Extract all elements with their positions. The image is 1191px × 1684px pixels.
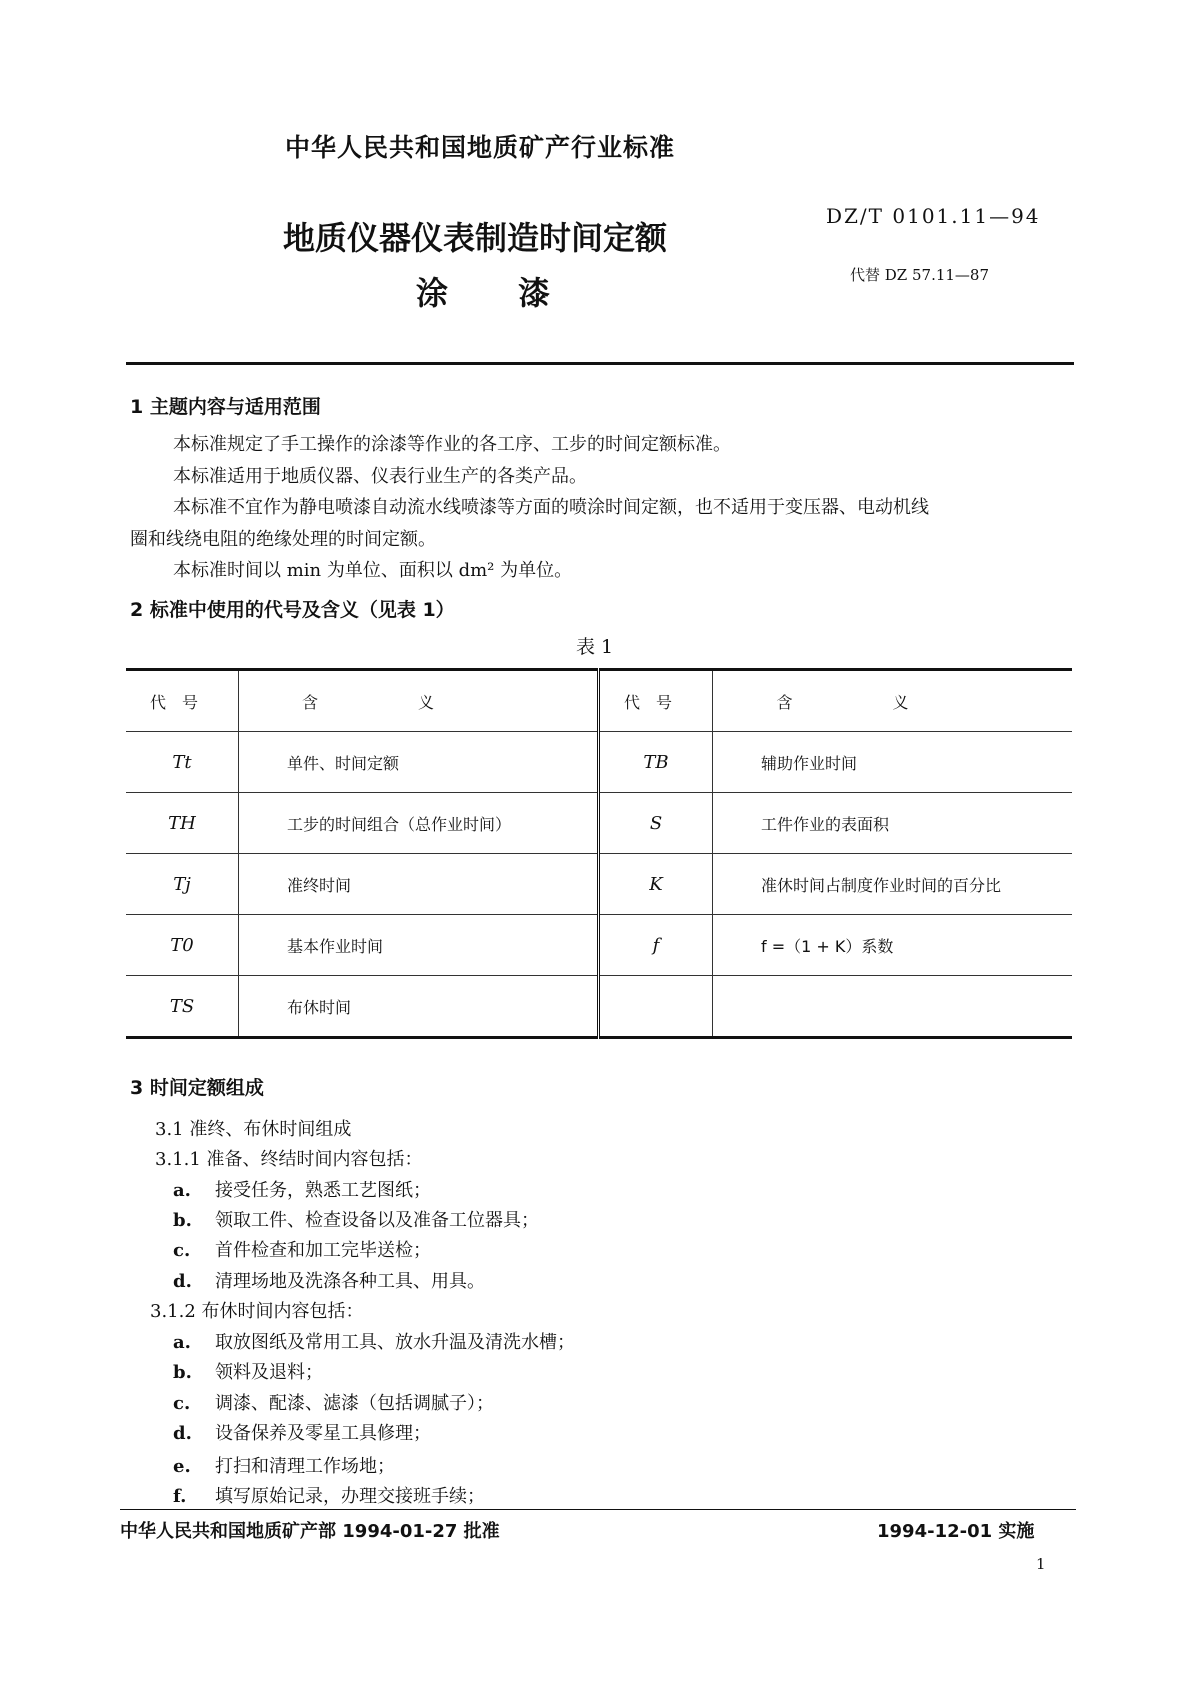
page-number: 1	[1036, 1555, 1046, 1573]
symbol-cell: T0	[126, 915, 239, 976]
table-row	[126, 793, 1072, 854]
symbol-cell: Tj	[126, 854, 239, 915]
column-header: 代号	[599, 670, 713, 732]
list-item-text: 接受任务，熟悉工艺图纸；	[215, 1180, 431, 1201]
list-item	[173, 1482, 485, 1508]
list-item-text: 打扫和清理工作场地；	[215, 1456, 395, 1477]
section-1-heading: 1 主题内容与适用范围	[130, 396, 321, 418]
paragraph-continuation: 圈和线绕电阻的绝缘处理的时间定额。	[130, 529, 436, 550]
list-item-letter: d.	[173, 1423, 192, 1444]
document-subtitle: 涂漆	[416, 274, 621, 312]
paragraph: 本标准不宜作为静电喷漆自动流水线喷漆等方面的喷涂时间定额，也不适用于变压器、电动机线	[173, 497, 929, 518]
meaning-cell: 基本作业时间	[239, 915, 599, 976]
list-item-letter: d.	[173, 1271, 192, 1292]
paragraph: 本标准适用于地质仪器、仪表行业生产的各类产品。	[173, 466, 587, 487]
list-item-letter: e.	[173, 1456, 191, 1477]
list-item-letter: c.	[173, 1393, 191, 1414]
list-item	[173, 1267, 485, 1293]
meaning-cell: 工件作业的表面积	[713, 793, 1073, 854]
header-divider	[126, 362, 1074, 365]
replaces-standard: 代替 DZ 57.11—87	[850, 266, 990, 284]
table-row	[126, 732, 1072, 793]
list-item-letter: b.	[173, 1362, 192, 1383]
meaning-cell	[713, 976, 1073, 1038]
effective-date: 1994-12-01 实施	[877, 1521, 1035, 1542]
list-item	[173, 1328, 575, 1354]
table-row	[126, 915, 1072, 976]
symbol-cell: TB	[599, 732, 713, 793]
list-item	[173, 1389, 494, 1415]
list-item	[173, 1236, 431, 1262]
list-item-text: 领取工件、检查设备以及准备工位器具；	[215, 1210, 539, 1231]
document-title: 地质仪器仪表制造时间定额	[283, 219, 668, 257]
section-3-heading: 3 时间定额组成	[130, 1077, 264, 1099]
meaning-cell: 准终时间	[239, 854, 599, 915]
symbol-cell	[599, 976, 713, 1038]
symbol-cell: f	[599, 915, 713, 976]
table-header-row	[126, 670, 1072, 732]
meaning-cell: f =（1 + K）系数	[713, 915, 1073, 976]
list-item-letter: f.	[173, 1486, 187, 1507]
standard-code: DZ/T 0101.11—94	[826, 204, 1041, 228]
list-item-text: 取放图纸及常用工具、放水升温及清洗水槽；	[215, 1332, 575, 1353]
symbol-cell: K	[599, 854, 713, 915]
list-item-text: 调漆、配漆、滤漆（包括调腻子）；	[215, 1393, 494, 1414]
symbol-table	[126, 668, 1072, 1039]
meaning-cell: 布休时间	[239, 976, 599, 1038]
symbol-cell: Tt	[126, 732, 239, 793]
column-header: 代号	[126, 670, 239, 732]
list-item-letter: c.	[173, 1240, 191, 1261]
subsection-3-1: 3.1 准终、布休时间组成	[155, 1119, 352, 1140]
list-item-text: 首件检查和加工完毕送检；	[215, 1240, 431, 1261]
symbol-cell: TS	[126, 976, 239, 1038]
meaning-cell: 单件、时间定额	[239, 732, 599, 793]
list-item-text: 填写原始记录，办理交接班手续；	[215, 1486, 485, 1507]
paragraph: 本标准规定了手工操作的涂漆等作业的各工序、工步的时间定额标准。	[173, 434, 731, 455]
subsection-3-1-2: 3.1.2 布休时间内容包括：	[150, 1301, 364, 1322]
list-item	[173, 1452, 395, 1478]
approval-line: 中华人民共和国地质矿产部 1994-01-27 批准	[120, 1521, 500, 1542]
meaning-cell: 准休时间占制度作业时间的百分比	[713, 854, 1073, 915]
table-row	[126, 854, 1072, 915]
list-item-letter: b.	[173, 1210, 192, 1231]
list-item	[173, 1206, 539, 1232]
paragraph: 本标准时间以 min 为单位、面积以 dm² 为单位。	[173, 560, 573, 581]
column-header: 含义	[713, 670, 1073, 732]
list-item-text: 设备保养及零星工具修理；	[215, 1423, 431, 1444]
meaning-cell: 辅助作业时间	[713, 732, 1073, 793]
list-item-letter: a.	[173, 1332, 191, 1353]
list-item	[173, 1176, 431, 1202]
meaning-cell: 工步的时间组合（总作业时间）	[239, 793, 599, 854]
section-2-heading: 2 标准中使用的代号及含义（见表 1）	[130, 599, 455, 621]
symbol-cell: TH	[126, 793, 239, 854]
footer-divider	[120, 1509, 1076, 1510]
symbol-cell: S	[599, 793, 713, 854]
list-item	[173, 1358, 323, 1384]
list-item-letter: a.	[173, 1180, 191, 1201]
column-header: 含义	[239, 670, 599, 732]
list-item-text: 领料及退料；	[215, 1362, 323, 1383]
table-row	[126, 976, 1072, 1038]
standard-organization: 中华人民共和国地质矿产行业标准	[285, 133, 676, 162]
subsection-3-1-1: 3.1.1 准备、终结时间内容包括：	[155, 1149, 423, 1170]
list-item	[173, 1419, 431, 1445]
list-item-text: 清理场地及洗涤各种工具、用具。	[215, 1271, 485, 1292]
table-caption: 表 1	[576, 636, 614, 658]
